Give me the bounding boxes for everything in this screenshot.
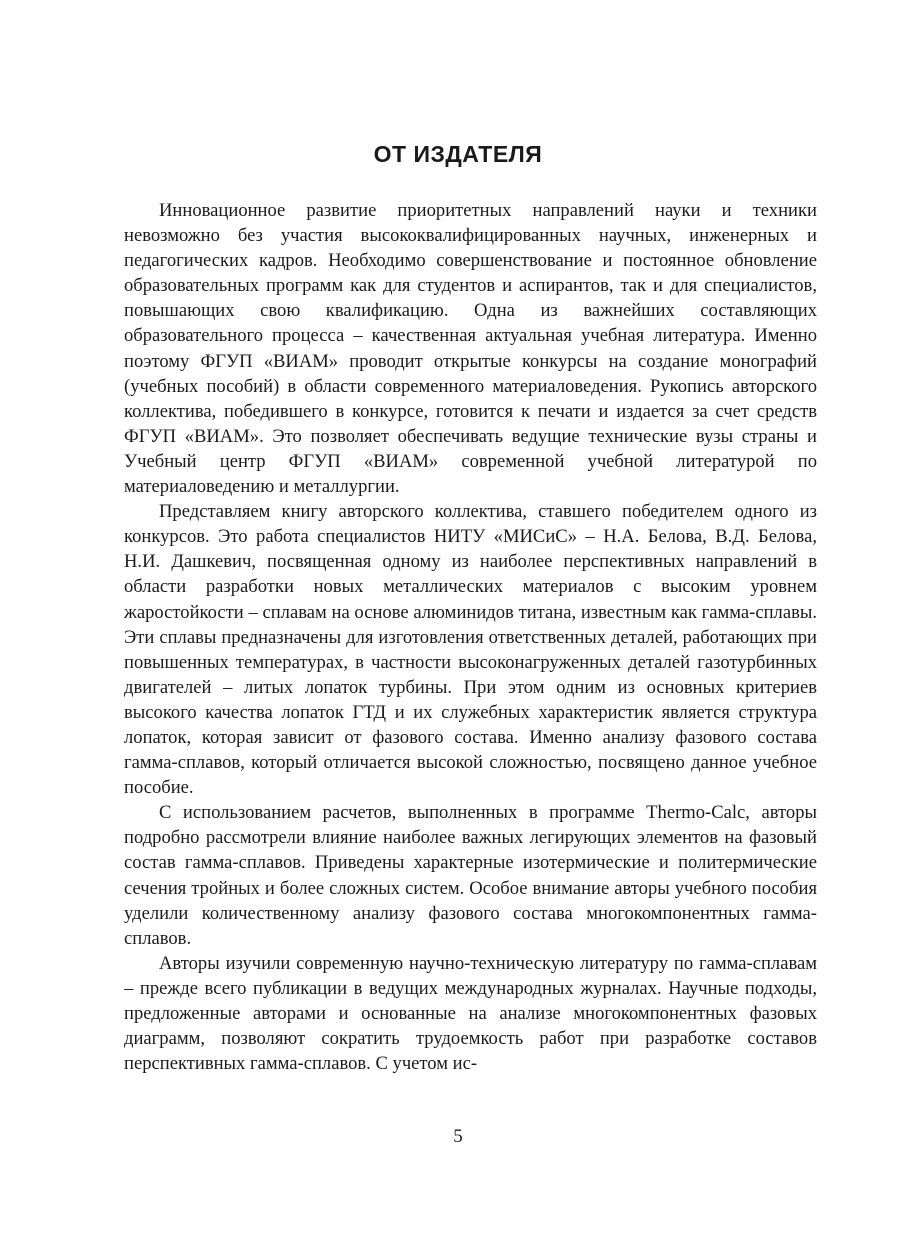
page-title: ОТ ИЗДАТЕЛЯ [373, 141, 543, 167]
paragraph-1: Инновационное развитие приоритетных направлений науки и техники невозможно без участия высококвалифицированных научных, инженерных и педагогических кадров. Необходимо совершенствование и постоянное обновление образовательных программ как для студентов и аспирантов, так и для специалистов, повышающих свою квалификацию. Одна из важнейших составляющих образовательного процесса – качественная актуальная учебная литература. Именно поэтому ФГУП «ВИАМ» проводит открытые конкурсы на создание монографий (учебных пособий) в области современного материаловедения. Рукопись авторского коллектива, победившего в конкурсе, готовится к печати и издается за счет средств ФГУП «ВИАМ». Это позволяет обеспечивать ведущие технические вузы страны и Учебный центр ФГУП «ВИАМ» современной учебной литературой по материаловедению и металлургии. [124, 200, 817, 498]
paragraph-4: Авторы изучили современную научно-техническую литературу по гамма-сплавам – прежде всего публикации в ведущих международных журналах. Научные подходы, предложенные авторами и основанные на анализе многокомпонентных фазовых диаграмм, позволяют сократить трудоемкость работ при разработке составов перспективных гамма-сплавов. С учетом ис- [124, 952, 817, 1075]
paragraph-3: С использованием расчетов, выполненных в программе Thermo-Calc, авторы подробно рассмотрели влияние наиболее важных легирующих элементов на фазовый состав гамма-сплавов. Приведены характерные изотермические и политермические сечения тройных и более сложных систем. Особое внимание авторы учебного пособия уделили количественному анализу фазового состава многокомпонентных гамма-сплавов. [124, 802, 817, 949]
paragraph-2: Представляем книгу авторского коллектива, ставшего победителем одного из конкурсов. Это работа специалистов НИТУ «МИСиС» – Н.А. Белова, В.Д. Белова, Н.И. Дашкевич, посвященная одному из наиболее перспективных направлений в области разработки новых металлических материалов с высоким уровнем жаростойкости – сплавам на основе алюминидов титана, известным как гамма-сплавы. Эти сплавы предназначены для изготовления ответственных деталей, работающих при повышенных температурах, в частности высоконагруженных деталей газотурбинных двигателей – литых лопаток турбины. При этом одним из основных критериев высокого качества лопаток ГТД и их служебных характеристик является структура лопаток, которая зависит от фазового состава. Именно анализу фазового состава гамма-сплавов, который отличается высокой сложностью, посвящено данное учебное пособие. [124, 501, 817, 799]
page-number: 5 [453, 1126, 463, 1147]
body-text [124, 198, 817, 1076]
